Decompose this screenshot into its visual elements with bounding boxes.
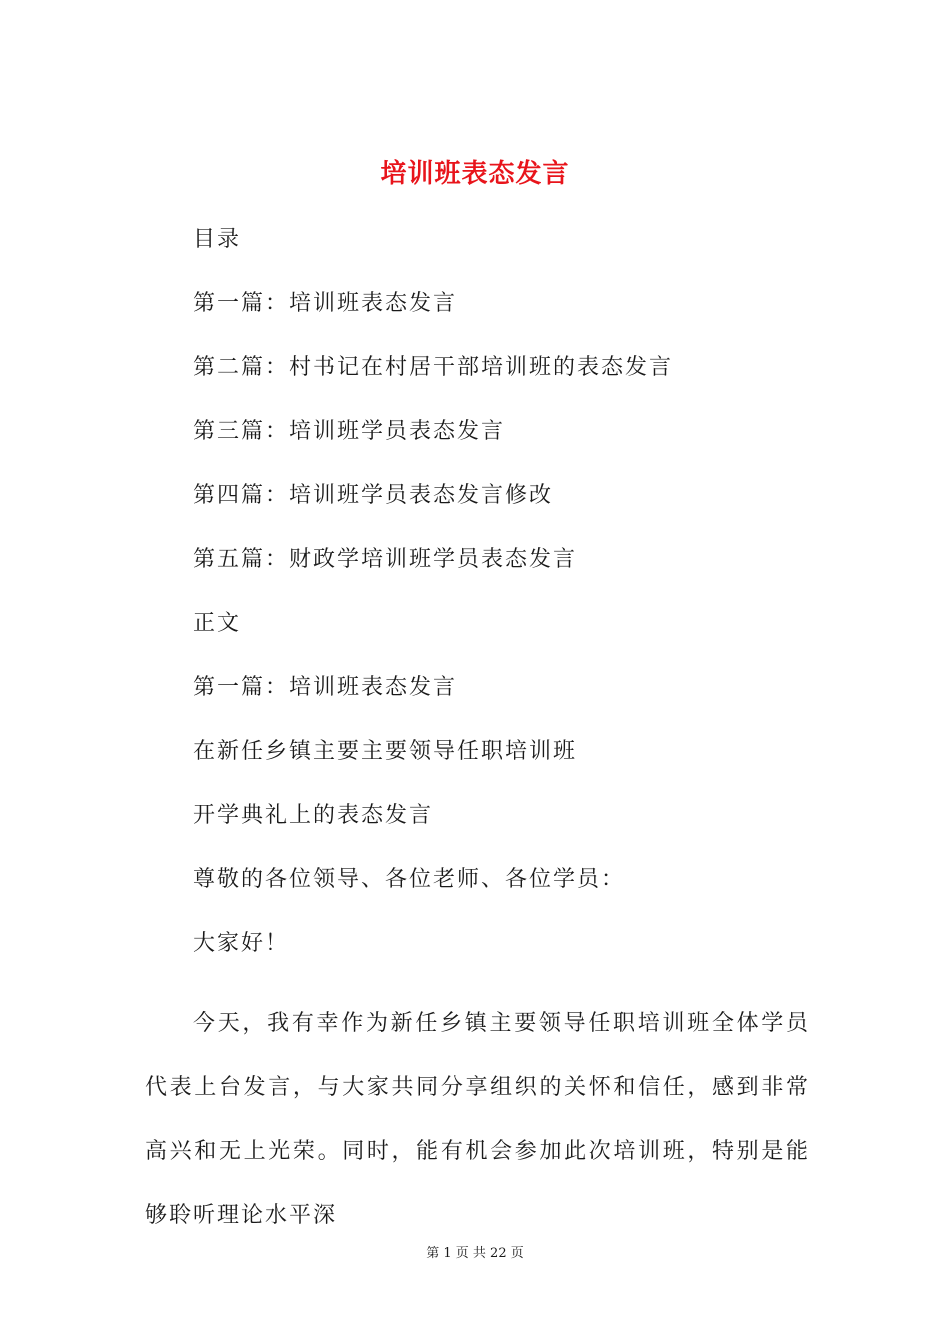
salutation: 尊敬的各位领导、各位老师、各位学员： [193, 867, 626, 892]
toc-item-4: 第四篇：培训班学员表态发言修改 [193, 483, 554, 508]
speech-title-line-1: 在新任乡镇主要主要领导任职培训班 [193, 739, 578, 764]
toc-item-5: 第五篇：财政学培训班学员表态发言 [193, 547, 578, 572]
speech-title-line-2: 开学典礼上的表态发言 [193, 803, 434, 828]
body-paragraph: 今天，我有幸作为新任乡镇主要领导任职培训班全体学员代表上台发言，与大家共同分享组织的关怀和信任，感到非常高兴和无上光荣。同时，能有机会参加此次培训班，特别是能够聆听理论水平深 [145, 1011, 810, 1228]
chapter-title: 第一篇：培训班表态发言 [193, 675, 458, 700]
toc-item-1: 第一篇：培训班表态发言 [193, 291, 458, 316]
page-number-footer: 第 1 页 共 22 页 [426, 1246, 524, 1261]
toc-item-2: 第二篇：村书记在村居干部培训班的表态发言 [193, 355, 674, 380]
document-title: 培训班表态发言 [380, 159, 570, 189]
body-heading: 正文 [193, 611, 242, 636]
greeting: 大家好！ [193, 931, 290, 956]
toc-item-3: 第三篇：培训班学员表态发言 [193, 419, 506, 444]
toc-heading: 目录 [193, 227, 242, 252]
